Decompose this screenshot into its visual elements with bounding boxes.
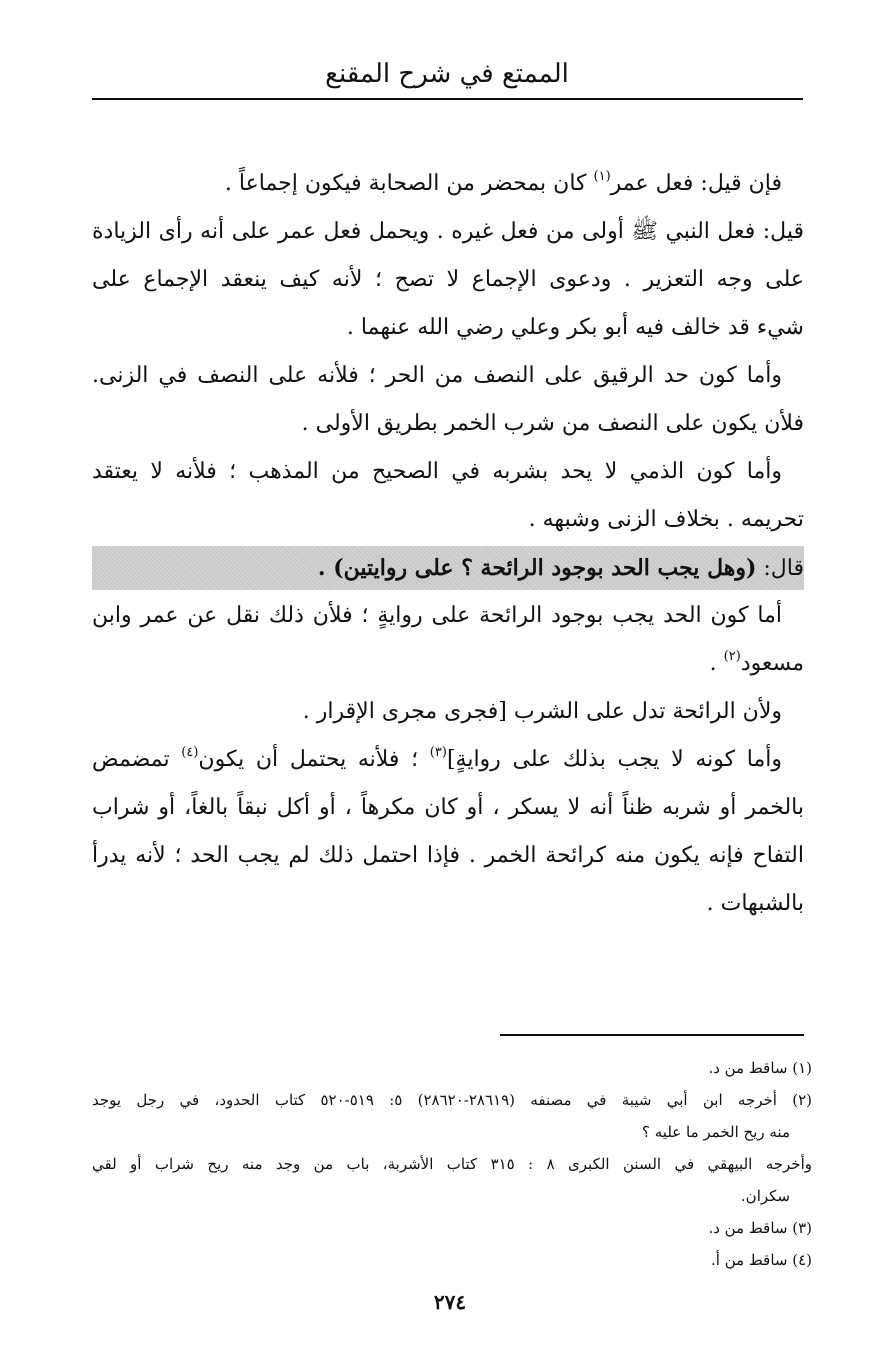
paragraph-line: وأما كون حد الرقيق على النصف من الحر ؛ فلأنه على النصف في الزنى. <box>92 363 782 388</box>
footnote-marker[interactable]: (١) <box>593 169 611 184</box>
footnote-2-source: وأخرجه البيهقي في السنن الكبرى ٨ : ٣١٥ كتاب الأشربة، باب من وجد منه ريح شراب أو لقي <box>92 1155 812 1173</box>
footnotes <box>92 1052 812 1276</box>
qal-label: قال: <box>756 556 804 581</box>
paragraph-line: بالخمر أو شربه ظناً أنه لا يسكر ، أو كان مكرهاً ، أو أكل نبقاً بالغاً، أو شراب <box>92 795 804 820</box>
paragraph-line: التفاح فإنه يكون منه كرائحة الخمر . فإذا احتمل ذلك لم يجب الحد ؛ لأنه يدرأ <box>92 843 804 868</box>
main-text <box>92 160 804 928</box>
paragraph-line: قيل: فعل النبي ﷺ أولى من فعل غيره . ويحمل فعل عمر على أنه رأى الزيادة <box>92 219 804 244</box>
paragraph-line: فلأن يكون على النصف من شرب الخمر بطريق الأولى . <box>301 411 804 436</box>
footnote-4: (٤) ساقط من أ. <box>710 1251 812 1269</box>
paragraph-line: بالشبهات . <box>706 891 804 916</box>
paragraph-line: ولأن الرائحة تدل على الشرب [فجرى مجرى الإقرار . <box>302 699 782 724</box>
paragraph-line: فإن قيل: فعل عمر$^{(١)}$ كان بمحضر من الصحابة فيكون إجماعاً . <box>224 169 782 196</box>
matn-highlight-line <box>92 546 804 590</box>
footnote-separator <box>500 1034 804 1036</box>
paragraph-line: وأما كون الذمي لا يحد بشربه في الصحيح من المذهب ؛ فلأنه لا يعتقد <box>92 459 782 484</box>
paragraph-line: على وجه التعزير . ودعوى الإجماع لا تصح ؛ لأنه كيف ينعقد الإجماع على <box>92 267 804 292</box>
paragraph-line: شيء قد خالف فيه أبو بكر وعلي رضي الله عنهما . <box>346 315 804 340</box>
footnote-2-continued: منه ريح الخمر ما عليه ؟ <box>642 1123 790 1141</box>
footnote-marker[interactable]: (٢) <box>723 649 741 664</box>
running-header-title: الممتع في شرح المقنع <box>325 59 569 89</box>
paragraph-line: وأما كونه لا يجب بذلك على روايةٍ]$^{(٣)}$ ؛ فلأنه يحتمل أن يكون$^{(٤)}$ تمضمض <box>92 745 782 772</box>
paragraph-line: مسعود$^{(٢)}$ . <box>709 649 804 676</box>
footnote-1: (١) ساقط من د. <box>708 1059 812 1077</box>
paragraph-line: تحريمه . بخلاف الزنى وشبهه . <box>528 507 804 532</box>
header-rule <box>92 98 803 100</box>
paragraph-line: أما كون الحد يجب بوجود الرائحة على روايةٍ ؛ فلأن ذلك نقل عن عمر وابن <box>92 603 782 628</box>
footnote-2-source-continued: سكران. <box>740 1187 790 1205</box>
page-number: ٢٧٤ <box>433 1290 467 1314</box>
footnote-marker[interactable]: (٣) <box>429 745 447 760</box>
footnote-marker[interactable]: (٤) <box>181 745 199 760</box>
footnote-3: (٣) ساقط من د. <box>708 1219 812 1237</box>
footnote-2: (٢) أخرجه ابن أبي شيبة في مصنفه (٢٨٦١٩-٢٨٦٢٠) ٥: ٥١٩-٥٢٠ كتاب الحدود، في رجل يوجد <box>92 1091 812 1109</box>
matn-text: (وهل يجب الحد بوجود الرائحة ؟ على روايتين) . <box>317 555 757 581</box>
